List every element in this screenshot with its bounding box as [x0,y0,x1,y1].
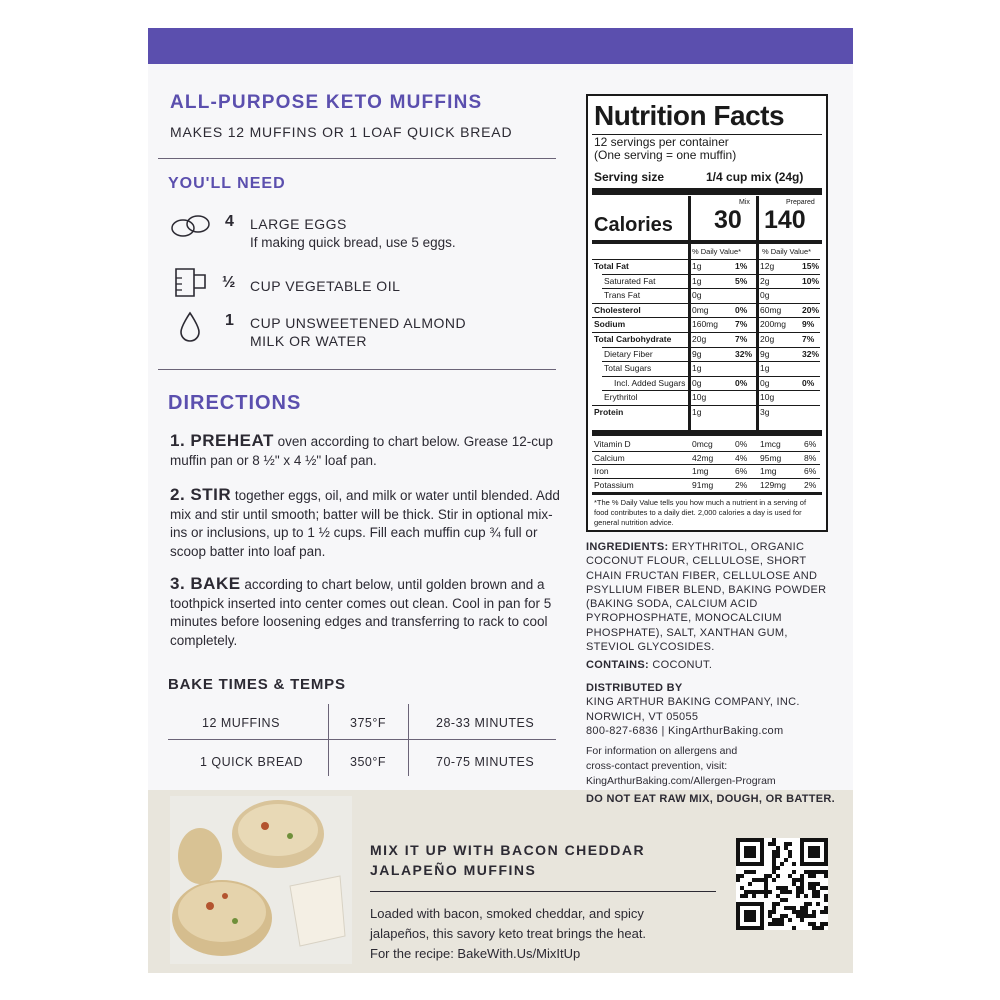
package-back-panel [148,28,853,973]
prepared-daily-value: 8% [804,452,817,463]
vitamin-row [594,478,820,492]
promo-divider [370,891,716,892]
ingredients-text: ERYTHRITOL, ORGANIC COCONUT FLOUR, CELLULOSE, SHORT CHAIN FRUCTAN FIBER, CELLULOSE AND PSYLLIUM FIBER BLEND, BAKING POWDER (BAKING SODA, CALCIUM ACID PYROPHOSPHATE, MONOCALCIUM PHOSPHATE), SALT, XANTHAN GUM, STEVIOL GLYCOSIDES. [586,541,827,654]
mix-amount: 10g [692,392,707,403]
distributor-city: NORWICH, VT 05055 [586,710,699,723]
ingredients-label: INGREDIENTS: [586,541,669,553]
mix-amount: 0mg [692,304,709,315]
table-divider [408,704,409,776]
step-1-text: oven according to chart below. Grease 12-cup muffin pan or 8 ½" x 4 ½" loaf pan. [170,434,554,468]
mix-amount: 91mg [692,479,714,490]
contains-text: COCONUT. [652,659,713,671]
prepared-amount: 12g [760,261,775,271]
mix-amount: 42mg [692,452,714,463]
recipe-yield: MAKES 12 MUFFINS OR 1 LOAF QUICK BREAD [170,124,513,140]
muffins-photo-illustration [170,796,352,964]
nf-row-rule [602,347,820,348]
step-3-label: 3. BAKE [170,574,241,593]
measuring-cup-icon [172,266,212,300]
eggs-qty: 4 [225,213,234,230]
prepared-amount: 1mcg [760,439,781,449]
mix-amount: 0mcg [692,439,713,449]
mix-amount: 1g [692,407,702,417]
nutrient-row [594,303,820,317]
nf-row-rule [592,303,820,304]
milk-text: CUP UNSWEETENED ALMOND MILK OR WATER [250,315,467,349]
direction-step-3 [170,575,560,650]
qr-code-graphic [736,838,828,930]
mix-amount: 9g [692,348,702,359]
bake-row-item: 12 MUFFINS [202,716,280,730]
bake-row-temp: 350°F [350,755,386,769]
divider [158,158,556,159]
prepared-amount: 95mg [760,452,782,463]
direction-step-1 [170,432,560,470]
mix-daily-value: 2% [735,479,748,490]
divider [158,369,556,370]
contains-statement [586,658,712,672]
raw-mix-warning: DO NOT EAT RAW MIX, DOUGH, OR BATTER. [586,793,836,805]
mix-daily-value: 0% [735,439,748,449]
vitamin-name: Potassium [594,479,634,490]
nutrient-name: Total Sugars [604,363,652,374]
mix-calories: 30 [714,206,742,234]
mix-amount: 0g [692,290,702,301]
dv-label-mix: % Daily Value* [692,247,742,256]
nutrient-name: Saturated Fat [604,275,656,286]
vitamin-row [594,464,820,478]
nutrient-row [594,274,820,288]
bake-row-time: 28-33 MINUTES [436,716,535,730]
nutrient-row [594,376,820,390]
drop-icon [178,311,202,343]
prepared-daily-value: 0% [802,377,815,388]
nf-thick-rule [592,240,822,244]
direction-step-2 [170,486,560,561]
prepared-amount: 0g [760,377,770,388]
vitamin-name: Calcium [594,452,625,463]
prepared-daily-value: 9% [802,319,815,330]
vitamin-row [594,437,820,451]
nutrient-name: Dietary Fiber [604,348,653,359]
nutrient-name: Cholesterol [594,304,641,315]
prepared-daily-value: 15% [802,261,820,271]
nf-thick-rule [592,430,822,436]
promo-body-line: jalapeños, this savory keto treat brings the heat. [370,926,647,941]
prepared-label: Prepared [786,199,815,206]
serving-size-value: 1/4 cup mix (24g) [706,170,804,184]
promo-body [370,904,646,964]
prepared-daily-value: 6% [804,439,817,449]
mix-daily-value: 6% [735,466,748,476]
nf-row-rule [602,390,820,391]
step-2-label: 2. STIR [170,485,232,504]
promo-title-line: MIX IT UP WITH BACON CHEDDAR [370,842,646,858]
allergen-line: cross-contact prevention, visit: [586,760,728,772]
nutrient-name: Total Fat [594,261,629,271]
prepared-amount: 3g [760,407,770,417]
nf-row-rule [602,288,820,289]
promo-body-line: Loaded with bacon, smoked cheddar, and spicy [370,906,644,921]
mix-daily-value: 4% [735,452,748,463]
nf-row-rule [592,478,820,479]
prepared-calories: 140 [764,206,806,234]
mix-amount: 1g [692,363,702,374]
nutrient-row [594,288,820,302]
nutrient-row [594,317,820,331]
promo-title [370,840,645,880]
dv-label-prepared: % Daily Value* [762,247,812,256]
oil-qty: ½ [222,274,236,291]
bake-times-table [168,698,556,780]
nf-row-rule [592,405,820,406]
prepared-amount: 1mg [760,466,777,476]
mix-daily-value: 1% [735,261,748,271]
prepared-amount: 20g [760,334,775,344]
nutrient-name: Erythritol [604,392,638,403]
step-3-text: according to chart below, until golden brown and a toothpick inserted into center comes out clean. Cool in pan for 5 minutes before loosening edges and transferring to rack to cool completely. [170,577,552,648]
servings-text [594,136,736,162]
nf-row-rule [602,376,820,377]
prepared-amount: 1g [760,363,770,374]
prepared-amount: 2g [760,275,770,286]
promo-title-line: JALAPEÑO MUFFINS [370,862,537,878]
distributed-by-label: DISTRIBUTED BY [586,682,683,694]
prepared-daily-value: 7% [802,334,815,344]
milk-qty: 1 [225,312,234,329]
nutrient-row [594,361,820,375]
mix-amount: 1mg [692,466,709,476]
mix-daily-value: 7% [735,319,748,330]
ingredients-statement [586,540,830,654]
mix-daily-value: 7% [735,334,748,344]
prepared-daily-value: 10% [802,275,820,286]
table-divider [168,739,556,740]
mix-amount: 0g [692,377,702,388]
step-2-text: together eggs, oil, and milk or water until blended. Add mix and stir until smooth; batter will be thick. Stir in optional mix-ins or inclusions, up to 1 ½ cups. Fill each muffin cup ¾ full or scoop batter into loaf pan. [170,488,560,559]
contains-label: CONTAINS: [586,659,649,671]
nutrient-name: Incl. Added Sugars [614,377,686,388]
nutrient-row [594,347,820,361]
nf-row-rule [592,259,820,260]
prepared-daily-value: 32% [802,348,820,359]
nutrient-name: Protein [594,407,624,417]
allergen-line: For information on allergens and [586,745,738,757]
prepared-daily-value: 20% [802,304,820,315]
nf-row-rule [602,274,820,275]
prepared-daily-value: 2% [804,479,817,490]
vitamin-row [594,451,820,465]
eggs-icon [170,213,212,239]
allergen-info [586,744,776,789]
prepared-amount: 0g [760,290,770,301]
serving-note: (One serving = one muffin) [594,148,737,162]
nutrient-row [594,390,820,404]
bake-row-time: 70-75 MINUTES [436,755,535,769]
nutrient-name: Sodium [594,319,626,330]
mix-amount: 1g [692,261,702,271]
nf-row-rule [592,317,820,318]
bake-row-item: 1 QUICK BREAD [200,755,304,769]
mix-amount: 160mg [692,319,718,330]
top-color-band [148,28,853,64]
muffins-photo [170,796,352,964]
prepared-amount: 9g [760,348,770,359]
eggs-note: If making quick bread, use 5 eggs. [250,235,456,250]
bake-times-heading: BAKE TIMES & TEMPS [168,676,346,693]
allergen-link: KingArthurBaking.com/Allergen-Program [586,775,776,787]
mix-daily-value: 0% [735,377,748,388]
nf-row-rule [592,464,820,465]
oil-text: CUP VEGETABLE OIL [250,278,401,294]
vitamin-name: Iron [594,466,609,476]
table-divider [328,704,329,776]
nf-thick-rule [592,188,822,195]
nutrient-name: Total Carbohydrate [594,334,672,344]
bake-row-temp: 375°F [350,716,386,730]
nutrient-row [594,259,820,273]
nutrition-title: Nutrition Facts [594,100,785,131]
mix-label: Mix [739,199,750,206]
nutrient-row [594,332,820,346]
nutrition-facts-panel [586,94,828,532]
youll-need-heading: YOU'LL NEED [168,175,286,192]
nutrient-name: Trans Fat [604,290,641,301]
prepared-amount: 60mg [760,304,782,315]
nf-rule [592,492,822,495]
qr-code [736,838,828,930]
nf-row-rule [602,361,820,362]
vitamin-name: Vitamin D [594,439,631,449]
mix-amount: 20g [692,334,707,344]
prepared-daily-value: 6% [804,466,817,476]
servings-per-container: 12 servings per container [594,135,729,149]
mix-daily-value: 0% [735,304,748,315]
prepared-amount: 10g [760,392,775,403]
mix-amount: 1g [692,275,702,286]
nf-row-rule [592,451,820,452]
prepared-amount: 129mg [760,479,786,490]
nf-row-rule [592,332,820,333]
nutrient-row [594,405,820,419]
eggs-text: LARGE EGGS [250,216,347,232]
mix-daily-value: 32% [735,348,753,359]
distributor-contact: 800-827-6836 | KingArthurBaking.com [586,724,784,737]
prepared-amount: 200mg [760,319,786,330]
step-1-label: 1. PREHEAT [170,431,274,450]
calories-label: Calories [594,214,673,236]
distributor-block [586,681,800,738]
mix-daily-value: 5% [735,275,748,286]
distributor-name: KING ARTHUR BAKING COMPANY, INC. [586,696,800,709]
directions-heading: DIRECTIONS [168,392,302,414]
serving-size-label: Serving size [594,170,665,184]
dv-footnote: *The % Daily Value tells you how much a nutrient in a serving of food contributes to a daily diet. 2,000 calories a day is used for general nutrition advice. [594,498,807,527]
promo-body-link: For the recipe: BakeWith.Us/MixItUp [370,946,581,961]
recipe-title: ALL-PURPOSE KETO MUFFINS [170,92,483,113]
